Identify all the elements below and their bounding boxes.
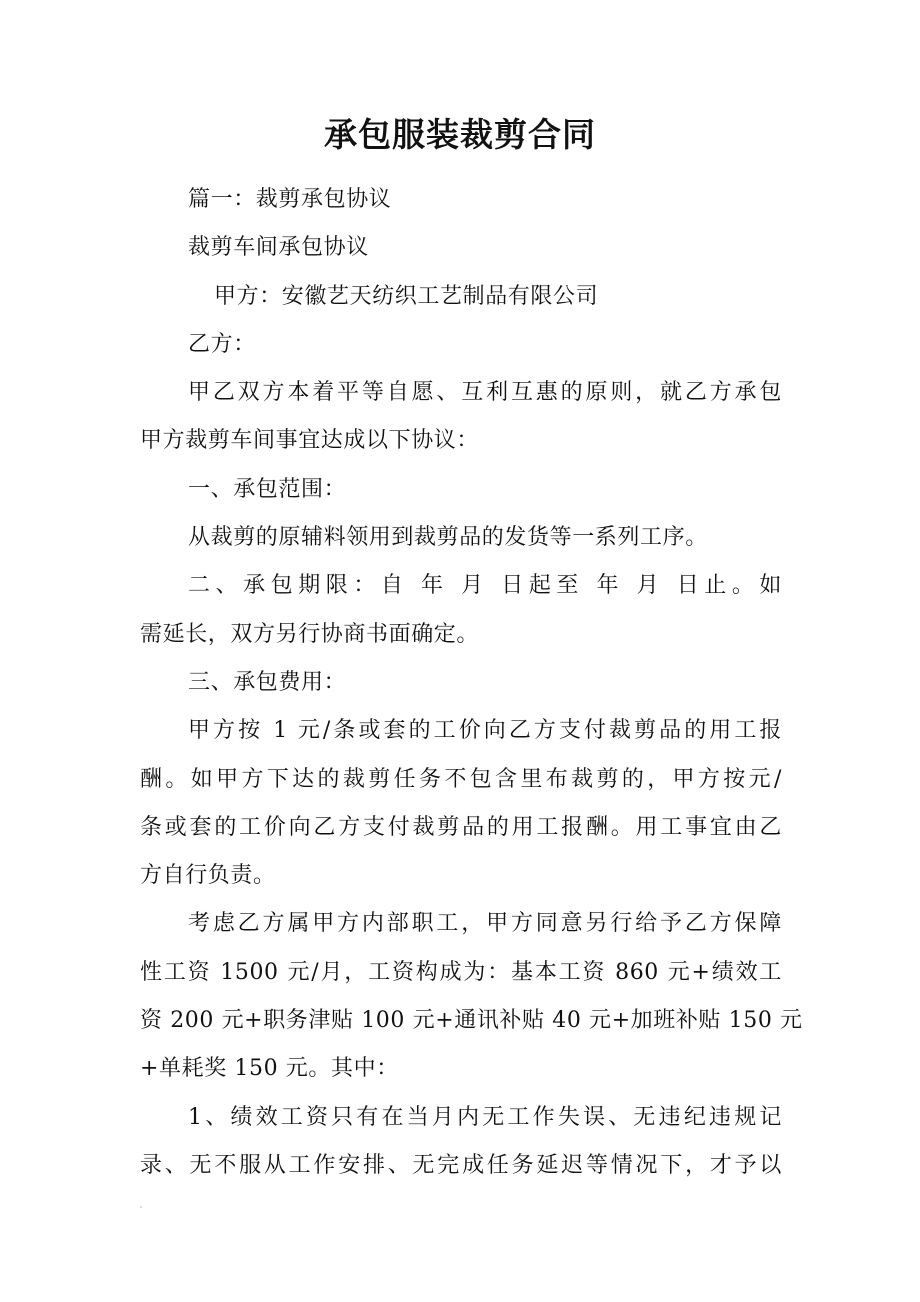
section-heading: 篇一：裁剪承包协议 (188, 187, 392, 212)
paragraph-line: 甲乙双方本着平等自愿、互利互惠的原则，就乙方承包 (188, 380, 782, 406)
paragraph-line: 考虑乙方属甲方内部职工，甲方同意另行给予乙方保障 (188, 911, 782, 937)
paragraph-line: 性工资 1500 元/月，工资构成为：基本工资 860 元+绩效工 (140, 959, 782, 985)
page-marker-dot (140, 1206, 142, 1208)
clause-heading-scope: 一、承包范围： (188, 476, 347, 502)
clause-heading-fees: 三、承包费用： (188, 669, 347, 695)
paragraph-line: 需延长，双方另行协商书面确定。 (140, 621, 480, 647)
paragraph-line: 方自行负责。 (140, 863, 276, 889)
paragraph-line: 1、绩效工资只有在当月内无工作失误、无违纪违规记 (188, 1104, 782, 1130)
paragraph-line: 从裁剪的原辅料领用到裁剪品的发货等一系列工序。 (188, 525, 708, 551)
party-b: 乙方： (188, 331, 256, 357)
document-title: 承包服装裁剪合同 (324, 115, 596, 154)
paragraph-line: +单耗奖 150 元。其中： (140, 1056, 399, 1082)
party-a: 甲方：安徽艺天纺织工艺制品有限公司 (214, 283, 599, 309)
paragraph-line: 资 200 元+职务津贴 100 元+通讯补贴 40 元+加班补贴 150 元 (140, 1008, 803, 1034)
paragraph-line: 条或套的工价向乙方支付裁剪品的用工报酬。用工事宜由乙 (140, 814, 782, 840)
paragraph-line: 酬。如甲方下达的裁剪任务不包含里布裁剪的，甲方按元/ (140, 766, 782, 792)
paragraph-line: 甲方裁剪车间事宜达成以下协议： (140, 428, 480, 454)
clause-heading-term: 二、承包期限：自 年 月 日起至 年 月 日止。如 (188, 573, 782, 599)
agreement-subtitle: 裁剪车间承包协议 (188, 235, 369, 261)
paragraph-line: 甲方按 1 元/条或套的工价向乙方支付裁剪品的用工报 (188, 718, 782, 744)
paragraph-line: 录、无不服从工作安排、无完成任务延迟等情况下，才予以 (140, 1152, 782, 1178)
document-body (140, 176, 803, 1190)
